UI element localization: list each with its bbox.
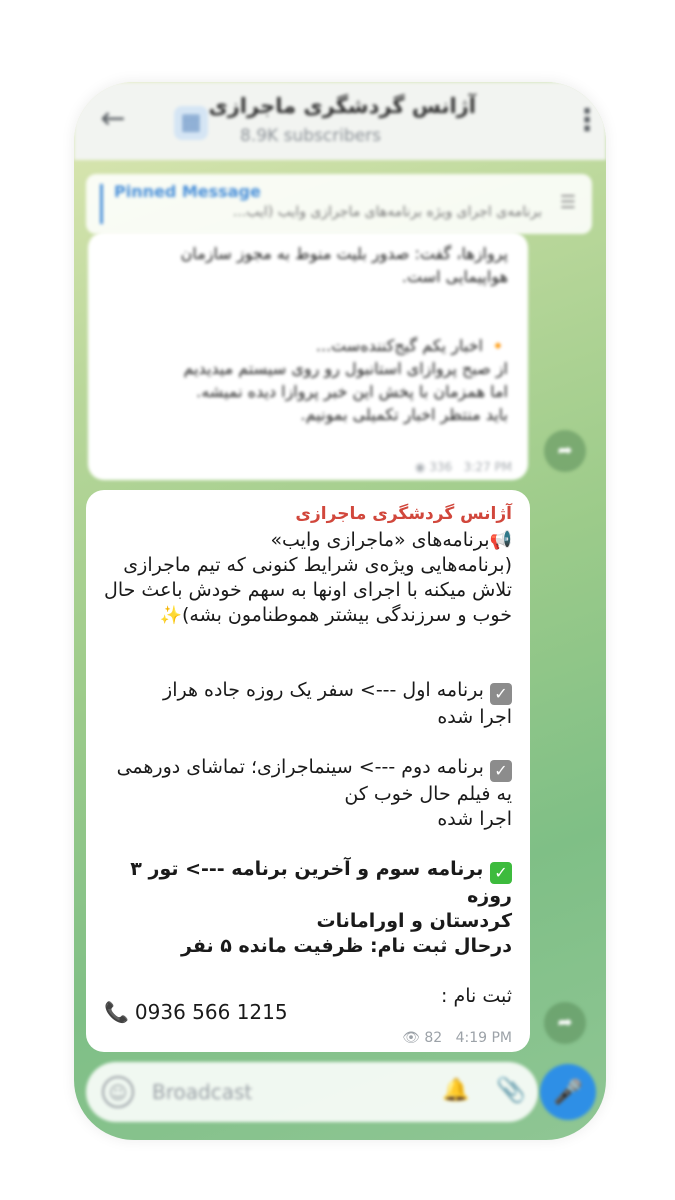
share-arrow-icon: ➦: [557, 1012, 573, 1033]
paperclip-icon[interactable]: 📎: [496, 1076, 526, 1104]
item2-line2: یه فیلم حال خوب کن: [344, 783, 512, 805]
subscriber-count: 8.9K subscribers: [240, 126, 382, 146]
sender-name[interactable]: آژانس گردشگری ماجرازی: [295, 504, 512, 524]
phone-number-line[interactable]: [104, 1000, 288, 1024]
channel-avatar[interactable]: ▦: [174, 106, 208, 140]
previous-line: باید منتظر اخبار تکمیلی بمونیم.: [300, 405, 508, 424]
pinned-message[interactable]: [86, 174, 592, 234]
sparkles-icon: ✨: [159, 605, 183, 626]
item2-line1: برنامه دوم ---> سینماجرازی؛ تماشای دورهمی: [116, 756, 484, 778]
previous-time: 3:27 PM: [463, 460, 512, 474]
previous-views: 336: [429, 460, 453, 474]
bell-icon[interactable]: 🔔: [442, 1078, 470, 1103]
previous-line: پروازها، گفت: صدور بلیت منوط به مجوز سازمان: [180, 244, 508, 263]
previous-line: هواپیمایی است.: [401, 267, 508, 286]
previous-line: از صبح پروازای استانبول رو روی سیستم میدیدیم: [183, 359, 508, 378]
emoji-icon[interactable]: ☺: [102, 1076, 134, 1108]
microphone-button[interactable]: [540, 1064, 596, 1120]
item3-line1: برنامه سوم و آخرین برنامه ---> تور ۳ روزه: [130, 858, 512, 907]
pinned-text: برنامه‌ی اجرای ویژه برنامه‌های ماجرازی وایب (ایب...: [232, 204, 542, 220]
eye-icon: ◉: [414, 460, 426, 474]
forward-button[interactable]: [544, 430, 586, 472]
pinned-title: Pinned Message: [114, 182, 261, 201]
broadcast-input-bar: [86, 1062, 538, 1122]
item3-line2: کردستان و اورامانات: [316, 910, 512, 932]
microphone-icon: 🎤: [553, 1078, 583, 1106]
item1-line2: اجرا شده: [437, 706, 512, 728]
pin-list-icon[interactable]: ☰: [559, 192, 576, 213]
check-box-icon: ✓: [490, 683, 512, 705]
phone-number[interactable]: 0936 566 1215: [134, 1000, 288, 1024]
chat-header: [74, 82, 606, 160]
green-check-icon: ✓: [490, 862, 512, 884]
broadcast-input[interactable]: Broadcast: [152, 1080, 253, 1104]
register-label: ثبت نام :: [441, 985, 512, 1007]
channel-title[interactable]: آژانس گردشگری ماجرازی: [208, 94, 476, 118]
intro-body: (برنامه‌هایی ویژه‌ی شرایط کنونی که تیم ماجرازی تلاش میکنه با اجرای اونها به سهم خودش باعث حال خوب و سرزندگی بیشتر هموطنامون بشه): [104, 554, 512, 626]
pinned-indicator: [100, 184, 103, 224]
previous-line: اما همزمان با پخش این خبر پروازا دیده نمیشه.: [196, 382, 508, 401]
phone-frame: [74, 82, 606, 1140]
intro-title: برنامه‌های «ماجرازی وایب»: [270, 529, 490, 551]
previous-line: 🔸 اخبار یکم گیج‌کننده‌ست...: [315, 336, 508, 355]
previous-message-bubble[interactable]: [88, 232, 528, 480]
view-count: 82: [424, 1030, 443, 1046]
item1-line1: برنامه اول ---> سفر یک روزه جاده هراز: [163, 679, 484, 701]
message-time: 4:19 PM: [455, 1030, 512, 1046]
phone-receiver-icon: 📞: [104, 1000, 129, 1024]
kebab-menu-icon[interactable]: ⋮: [572, 103, 602, 138]
previous-message-meta: [415, 460, 512, 474]
previous-message-text: [98, 242, 508, 426]
megaphone-icon: 📢: [489, 530, 512, 551]
arrow-left-icon[interactable]: ←: [100, 101, 126, 136]
eye-icon: 👁: [402, 1030, 420, 1046]
message-text: [100, 528, 512, 1009]
share-arrow-icon: ➦: [557, 440, 573, 461]
message-bubble[interactable]: [86, 490, 530, 1052]
item2-line3: اجرا شده: [437, 808, 512, 830]
check-box-icon: ✓: [490, 760, 512, 782]
message-meta: [402, 1030, 512, 1046]
forward-button[interactable]: [544, 1002, 586, 1044]
item3-line3: درحال ثبت نام: ظرفیت مانده ۵ نفر: [181, 935, 512, 957]
